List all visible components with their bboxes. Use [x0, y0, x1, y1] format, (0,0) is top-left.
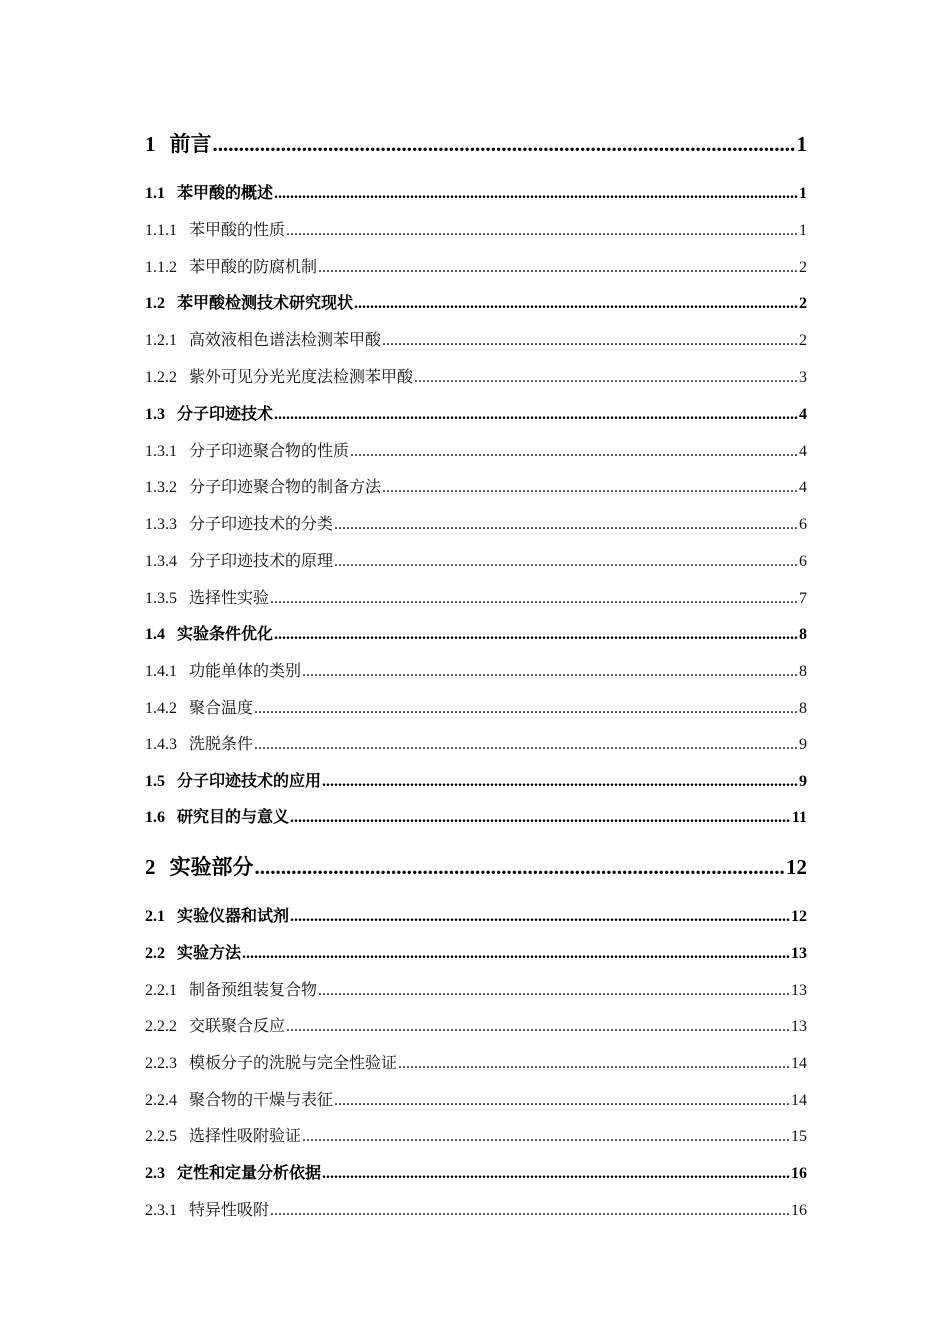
- toc-entry[interactable]: [145, 977, 807, 1000]
- toc-entry-title: 研究目的与意义: [177, 809, 290, 826]
- toc-dot-leader: [322, 773, 798, 791]
- toc-dot-leader: [242, 945, 790, 963]
- toc-entry-title: 分子印迹技术: [177, 406, 274, 423]
- toc-entry-title: 聚合物的干燥与表征: [189, 1092, 334, 1109]
- toc-entry[interactable]: [145, 768, 807, 791]
- toc-entry[interactable]: [145, 585, 807, 608]
- toc-entry-page-number: 9: [799, 736, 807, 753]
- toc-entry[interactable]: [145, 940, 807, 963]
- toc-entry-page-number: 15: [791, 1128, 807, 1145]
- toc-entry-title: 制备预组装复合物: [189, 982, 318, 999]
- toc-entry-page-number: 4: [799, 406, 807, 423]
- toc-dot-leader: [334, 553, 798, 571]
- toc-entry-title: 选择性吸附验证: [189, 1128, 302, 1145]
- toc-entry-number: 2.2.2: [145, 1018, 177, 1035]
- toc-entry-number: 1.3.4: [145, 553, 177, 570]
- toc-entry-number: 1.3: [145, 406, 165, 423]
- toc-entry-number: 1.1.2: [145, 259, 177, 276]
- toc-entry-title: 实验条件优化: [177, 626, 274, 643]
- toc-entry-number: 1: [145, 132, 156, 156]
- toc-dot-leader: [274, 626, 798, 644]
- toc-entry-page-number: 12: [791, 908, 807, 925]
- toc-entry-number: 1.3.1: [145, 443, 177, 460]
- toc-entry[interactable]: [145, 401, 807, 424]
- toc-dot-leader: [302, 1128, 790, 1146]
- toc-entry-title: 定性和定量分析依据: [177, 1165, 322, 1182]
- toc-entry-title: 交联聚合反应: [189, 1018, 286, 1035]
- toc-entry[interactable]: [145, 128, 807, 158]
- toc-entry-page-number: 1: [799, 222, 807, 239]
- toc-dot-leader: [254, 700, 798, 718]
- toc-entry-number: 2.3.1: [145, 1202, 177, 1219]
- toc-entry[interactable]: [145, 621, 807, 644]
- toc-dot-leader: [270, 1202, 790, 1220]
- toc-entry-number: 2.2: [145, 945, 165, 962]
- toc-dot-leader: [382, 479, 798, 497]
- toc-entry[interactable]: [145, 1123, 807, 1146]
- toc-entry-title: 苯甲酸的概述: [177, 185, 274, 202]
- toc-entry[interactable]: [145, 180, 807, 203]
- toc-entry-title: 实验仪器和试剂: [177, 908, 290, 925]
- toc-entry[interactable]: [145, 548, 807, 571]
- toc-dot-leader: [354, 295, 798, 313]
- toc-entry-page-number: 9: [799, 773, 807, 790]
- toc-entry-title: 分子印迹技术的原理: [189, 553, 334, 570]
- toc-entry[interactable]: [145, 1050, 807, 1073]
- toc-entry-page-number: 6: [799, 553, 807, 570]
- toc-dot-leader: [334, 1092, 790, 1110]
- toc-entry[interactable]: [145, 1197, 807, 1220]
- toc-entry-page-number: 8: [799, 663, 807, 680]
- toc-entry-page-number: 6: [799, 516, 807, 533]
- toc-dot-leader: [302, 663, 798, 681]
- toc-entry[interactable]: [145, 804, 807, 827]
- toc-entry-number: 1.3.3: [145, 516, 177, 533]
- toc-entry-number: 2.3: [145, 1165, 165, 1182]
- toc-entry-page-number: 16: [791, 1202, 807, 1219]
- toc-entry-number: 1.2.1: [145, 332, 177, 349]
- toc-entry[interactable]: [145, 438, 807, 461]
- toc-entry-number: 1.4: [145, 626, 165, 643]
- toc-dot-leader: [350, 443, 798, 461]
- toc-entry[interactable]: [145, 217, 807, 240]
- toc-dot-leader: [318, 259, 798, 277]
- toc-dot-leader: [398, 1055, 790, 1073]
- toc-entry-title: 模板分子的洗脱与完全性验证: [189, 1055, 398, 1072]
- toc-entry-page-number: 1: [799, 185, 807, 202]
- toc-entry[interactable]: [145, 1013, 807, 1036]
- toc-entry-page-number: 13: [791, 945, 807, 962]
- toc-entry-title: 高效液相色谱法检测苯甲酸: [189, 332, 382, 349]
- toc-entry[interactable]: [145, 290, 807, 313]
- toc-entry-number: 1.1.1: [145, 222, 177, 239]
- toc-entry-number: 2.2.1: [145, 982, 177, 999]
- toc-entry-number: 2: [145, 855, 156, 879]
- toc-entry-page-number: 7: [799, 590, 807, 607]
- toc-entry-number: 1.4.1: [145, 663, 177, 680]
- toc-entry-number: 1.2.2: [145, 369, 177, 386]
- toc-dot-leader: [334, 516, 798, 534]
- toc-entry-number: 1.3.5: [145, 590, 177, 607]
- toc-entry-title: 分子印迹聚合物的性质: [189, 443, 350, 460]
- toc-entry-title: 分子印迹技术的分类: [189, 516, 334, 533]
- toc-entry-number: 2.2.3: [145, 1055, 177, 1072]
- toc-dot-leader: [255, 855, 786, 880]
- toc-entry[interactable]: [145, 1087, 807, 1110]
- toc-entry-number: 1.5: [145, 773, 165, 790]
- toc-entry-page-number: 4: [799, 443, 807, 460]
- toc-entry[interactable]: [145, 474, 807, 497]
- toc-entry-title: 特异性吸附: [189, 1202, 270, 1219]
- toc-dot-leader: [290, 809, 791, 827]
- toc-dot-leader: [274, 406, 798, 424]
- toc-entry[interactable]: [145, 731, 807, 754]
- toc-entry-page-number: 1: [796, 132, 807, 156]
- toc-entry-page-number: 13: [791, 1018, 807, 1035]
- toc-entry-page-number: 13: [791, 982, 807, 999]
- toc-dot-leader: [286, 1018, 790, 1036]
- toc-entry-page-number: 2: [799, 332, 807, 349]
- toc-entry-page-number: 2: [799, 295, 807, 312]
- toc-entry-page-number: 14: [791, 1092, 807, 1109]
- toc-dot-leader: [213, 132, 796, 157]
- toc-entry-number: 1.4.3: [145, 736, 177, 753]
- toc-entry-page-number: 14: [791, 1055, 807, 1072]
- toc-dot-leader: [318, 982, 790, 1000]
- toc-entry-title: 洗脱条件: [189, 736, 254, 753]
- toc-entry-page-number: 4: [799, 479, 807, 496]
- toc-entry-title: 苯甲酸的性质: [189, 222, 286, 239]
- toc-entry-title: 选择性实验: [189, 590, 270, 607]
- toc-entry[interactable]: [145, 327, 807, 350]
- toc-entry-page-number: 12: [786, 855, 807, 879]
- toc-entry-page-number: 11: [791, 809, 807, 826]
- toc-dot-leader: [254, 736, 798, 754]
- toc-entry-number: 1.3.2: [145, 479, 177, 496]
- toc-entry-number: 2.2.4: [145, 1092, 177, 1109]
- toc-entry[interactable]: [145, 511, 807, 534]
- toc-entry-number: 2.1: [145, 908, 165, 925]
- toc-entry[interactable]: [145, 1160, 807, 1183]
- toc-entry-number: 2.2.5: [145, 1128, 177, 1145]
- toc-entry-number: 1.2: [145, 295, 165, 312]
- toc-dot-leader: [270, 590, 798, 608]
- toc-dot-leader: [290, 908, 790, 926]
- toc-entry-page-number: 2: [799, 259, 807, 276]
- toc-entry-title: 实验部分: [169, 855, 254, 879]
- toc-entry-title: 聚合温度: [189, 700, 254, 717]
- toc-entry-number: 1.6: [145, 809, 165, 826]
- toc-dot-leader: [414, 369, 798, 387]
- toc-entry[interactable]: [145, 903, 807, 926]
- toc-entry-title: 紫外可见分光光度法检测苯甲酸: [189, 369, 414, 386]
- toc-dot-leader: [322, 1165, 790, 1183]
- toc-entry[interactable]: [145, 851, 807, 881]
- toc-entry[interactable]: [145, 364, 807, 387]
- toc-entry-title: 苯甲酸检测技术研究现状: [177, 295, 354, 312]
- toc-entry-title: 实验方法: [177, 945, 242, 962]
- toc-entry[interactable]: [145, 695, 807, 718]
- toc-entry[interactable]: [145, 254, 807, 277]
- toc-entry-number: 1.4.2: [145, 700, 177, 717]
- toc-entry-page-number: 8: [799, 626, 807, 643]
- toc-entry-title: 苯甲酸的防腐机制: [189, 259, 318, 276]
- toc-entry-page-number: 8: [799, 700, 807, 717]
- toc-entry-page-number: 16: [791, 1165, 807, 1182]
- toc-entry[interactable]: [145, 658, 807, 681]
- toc-dot-leader: [382, 332, 798, 350]
- toc-entry-title: 分子印迹聚合物的制备方法: [189, 479, 382, 496]
- toc-entry-page-number: 3: [799, 369, 807, 386]
- toc-entry-title: 前言: [169, 132, 212, 156]
- toc-entry-title: 功能单体的类别: [189, 663, 302, 680]
- toc-dot-leader: [286, 222, 798, 240]
- toc-entry-title: 分子印迹技术的应用: [177, 773, 322, 790]
- toc-entry-number: 1.1: [145, 185, 165, 202]
- toc-dot-leader: [274, 185, 798, 203]
